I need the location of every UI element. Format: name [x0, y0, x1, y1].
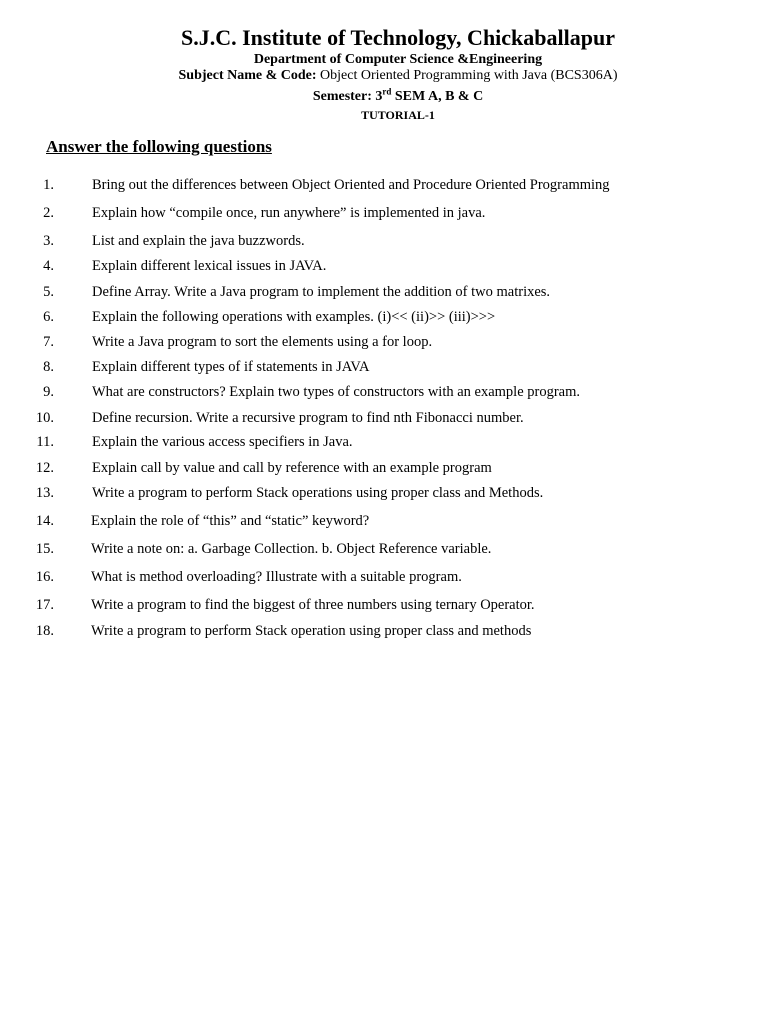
question-number: 2. — [43, 205, 54, 221]
question-text: Bring out the differences between Object Oriented and Procedure Oriented Programming — [92, 177, 610, 193]
question-text: Explain different lexical issues in JAVA. — [92, 258, 327, 274]
question-item — [0, 623, 740, 643]
question-number: 1. — [43, 177, 54, 193]
question-number: 17. — [35, 597, 54, 613]
question-number: 7. — [43, 334, 54, 350]
question-text: What is method overloading? Illustrate with a suitable program. — [91, 569, 462, 585]
question-number: 10. — [35, 410, 54, 426]
question-item — [0, 485, 740, 505]
question-item — [0, 258, 740, 278]
question-item — [0, 284, 740, 304]
subject-value: Object Oriented Programming with Java (BCS306A) — [316, 68, 618, 83]
question-text: Define Array. Write a Java program to implement the addition of two matrixes. — [92, 284, 551, 300]
question-number: 5. — [43, 284, 54, 300]
section-heading: Answer the following questions — [46, 137, 272, 156]
question-text: Define recursion. Write a recursive program to find nth Fibonacci number. — [92, 410, 524, 426]
question-number: 12. — [35, 460, 54, 476]
question-number: 14. — [35, 513, 54, 529]
question-text: Write a Java program to sort the elements using a for loop. — [92, 334, 433, 350]
question-number: 9. — [43, 384, 54, 400]
question-item — [0, 309, 740, 329]
question-number: 18. — [35, 623, 54, 639]
question-text: Write a program to perform Stack operation using proper class and methods — [91, 623, 532, 639]
semester-sup: rd — [382, 86, 392, 97]
question-item — [0, 569, 740, 589]
question-number: 8. — [43, 359, 54, 375]
semester-prefix: Semester: 3 — [312, 89, 383, 104]
question-text: What are constructors? Explain two types of constructors with an example program. — [92, 384, 581, 400]
question-number: 4. — [43, 258, 54, 274]
question-item — [0, 460, 740, 480]
question-number: 16. — [35, 569, 54, 585]
question-text: Write a program to find the biggest of three numbers using ternary Operator. — [91, 597, 535, 613]
question-number: 3. — [43, 233, 54, 249]
question-number: 6. — [43, 309, 54, 325]
question-text: Explain the various access specifiers in Java. — [92, 434, 353, 450]
semester-line — [14, 86, 768, 105]
question-item — [0, 177, 740, 197]
question-item — [0, 359, 740, 379]
question-item — [0, 410, 740, 430]
question-item — [0, 541, 740, 561]
question-text: Write a note on: a. Garbage Collection. b. Object Reference variable. — [91, 541, 492, 557]
question-item — [0, 205, 740, 225]
institute-title: S.J.C. Institute of Technology, Chickaballapur — [181, 25, 615, 50]
question-item — [0, 434, 740, 454]
semester-suffix: SEM A, B & C — [391, 89, 484, 104]
subject-label: Subject Name & Code: — [178, 68, 317, 83]
question-item — [0, 233, 740, 253]
question-text: Explain different types of if statements in JAVA — [92, 359, 370, 375]
question-text: Explain the role of “this” and “static” keyword? — [91, 513, 370, 529]
question-text: Explain the following operations with examples. (i)<< (ii)>> (iii)>>> — [92, 309, 496, 325]
question-text: Write a program to perform Stack operations using proper class and Methods. — [92, 485, 544, 501]
question-number: 13. — [35, 485, 54, 501]
question-number: 11. — [36, 434, 54, 450]
tutorial-label: TUTORIAL-1 — [361, 108, 435, 122]
question-item — [0, 384, 740, 404]
question-text: Explain call by value and call by reference with an example program — [92, 460, 492, 476]
question-text: List and explain the java buzzwords. — [92, 233, 305, 249]
question-item — [0, 334, 740, 354]
question-item — [0, 513, 740, 533]
question-text: Explain how “compile once, run anywhere” is implemented in java. — [92, 205, 486, 221]
question-number: 15. — [35, 541, 54, 557]
subject-line — [14, 68, 768, 84]
question-item — [0, 597, 740, 617]
department-name: Department of Computer Science &Engineering — [253, 52, 543, 67]
